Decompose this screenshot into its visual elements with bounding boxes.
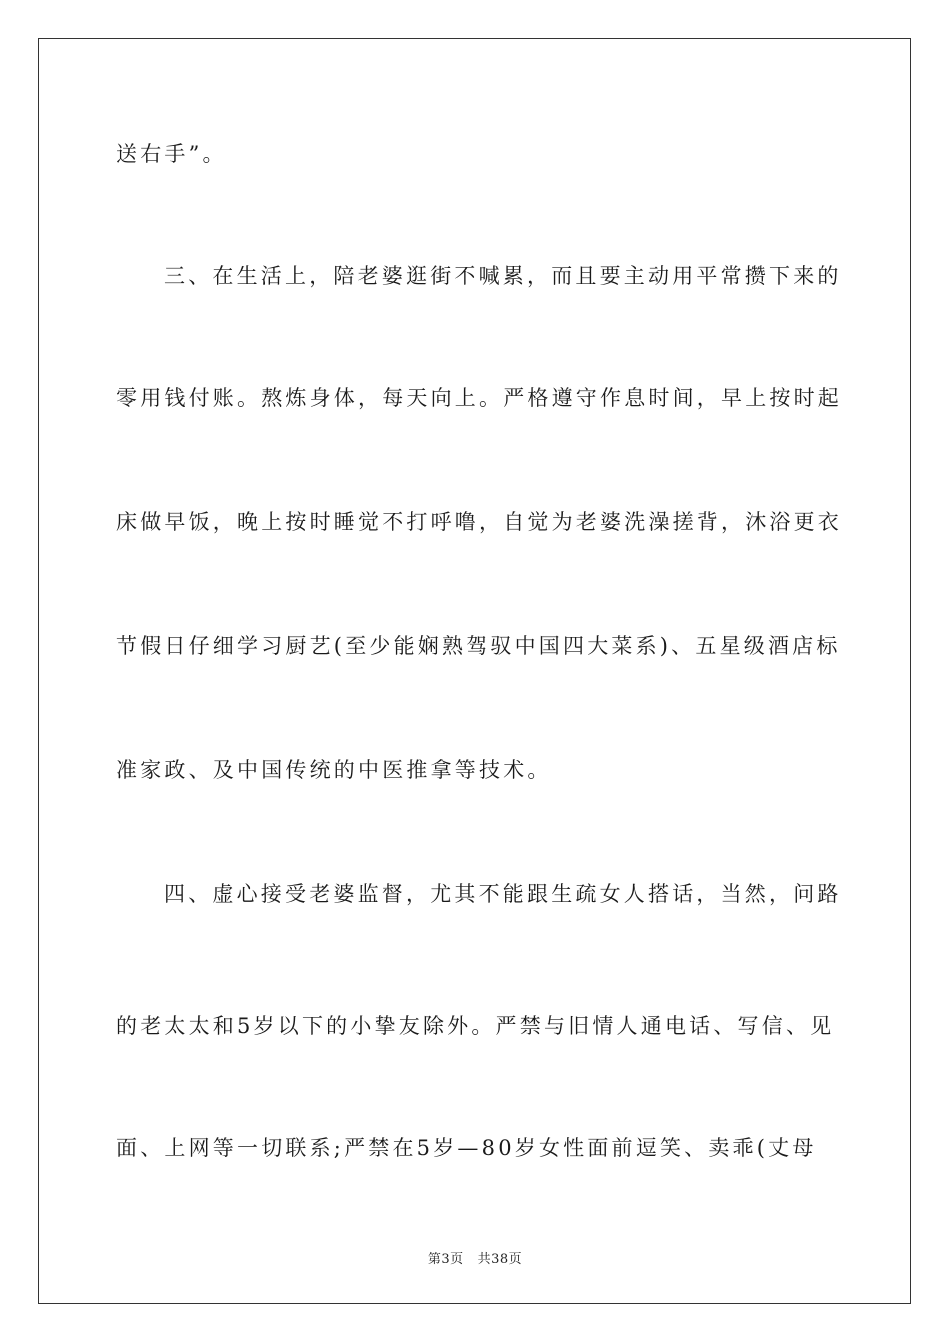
text-line-6: 准家政、及中国传统的中医推拿等技术。 — [116, 758, 552, 782]
text-line-3: 零用钱付账。熬炼身体，每天向上。严格遵守作息时间，早上按时起 — [116, 386, 842, 410]
page-border — [38, 38, 911, 1304]
text-line-8: 的老太太和5岁以下的小挚友除外。严禁与旧情人通电话、写信、见 — [116, 1014, 835, 1038]
text-line-2: 三、在生活上，陪老婆逛街不喊累，而且要主动用平常攒下来的 — [164, 264, 842, 288]
total-pages: 共38页 — [477, 1252, 523, 1267]
page-number: 第3页 — [427, 1252, 464, 1267]
text-line-4: 床做早饭，晚上按时睡觉不打呼噜，自觉为老婆洗澡搓背，沐浴更衣 — [116, 510, 842, 534]
text-line-1: 送右手”。 — [116, 142, 227, 166]
text-line-9: 面、上网等一切联系;严禁在5岁—80岁女性面前逗笑、卖乖(丈母 — [116, 1136, 817, 1160]
page-footer — [0, 1248, 950, 1267]
text-line-7: 四、虚心接受老婆监督，尤其不能跟生疏女人搭话，当然，问路 — [164, 882, 842, 906]
text-line-5: 节假日仔细学习厨艺(至少能娴熟驾驭中国四大菜系)、五星级酒店标 — [116, 634, 841, 658]
